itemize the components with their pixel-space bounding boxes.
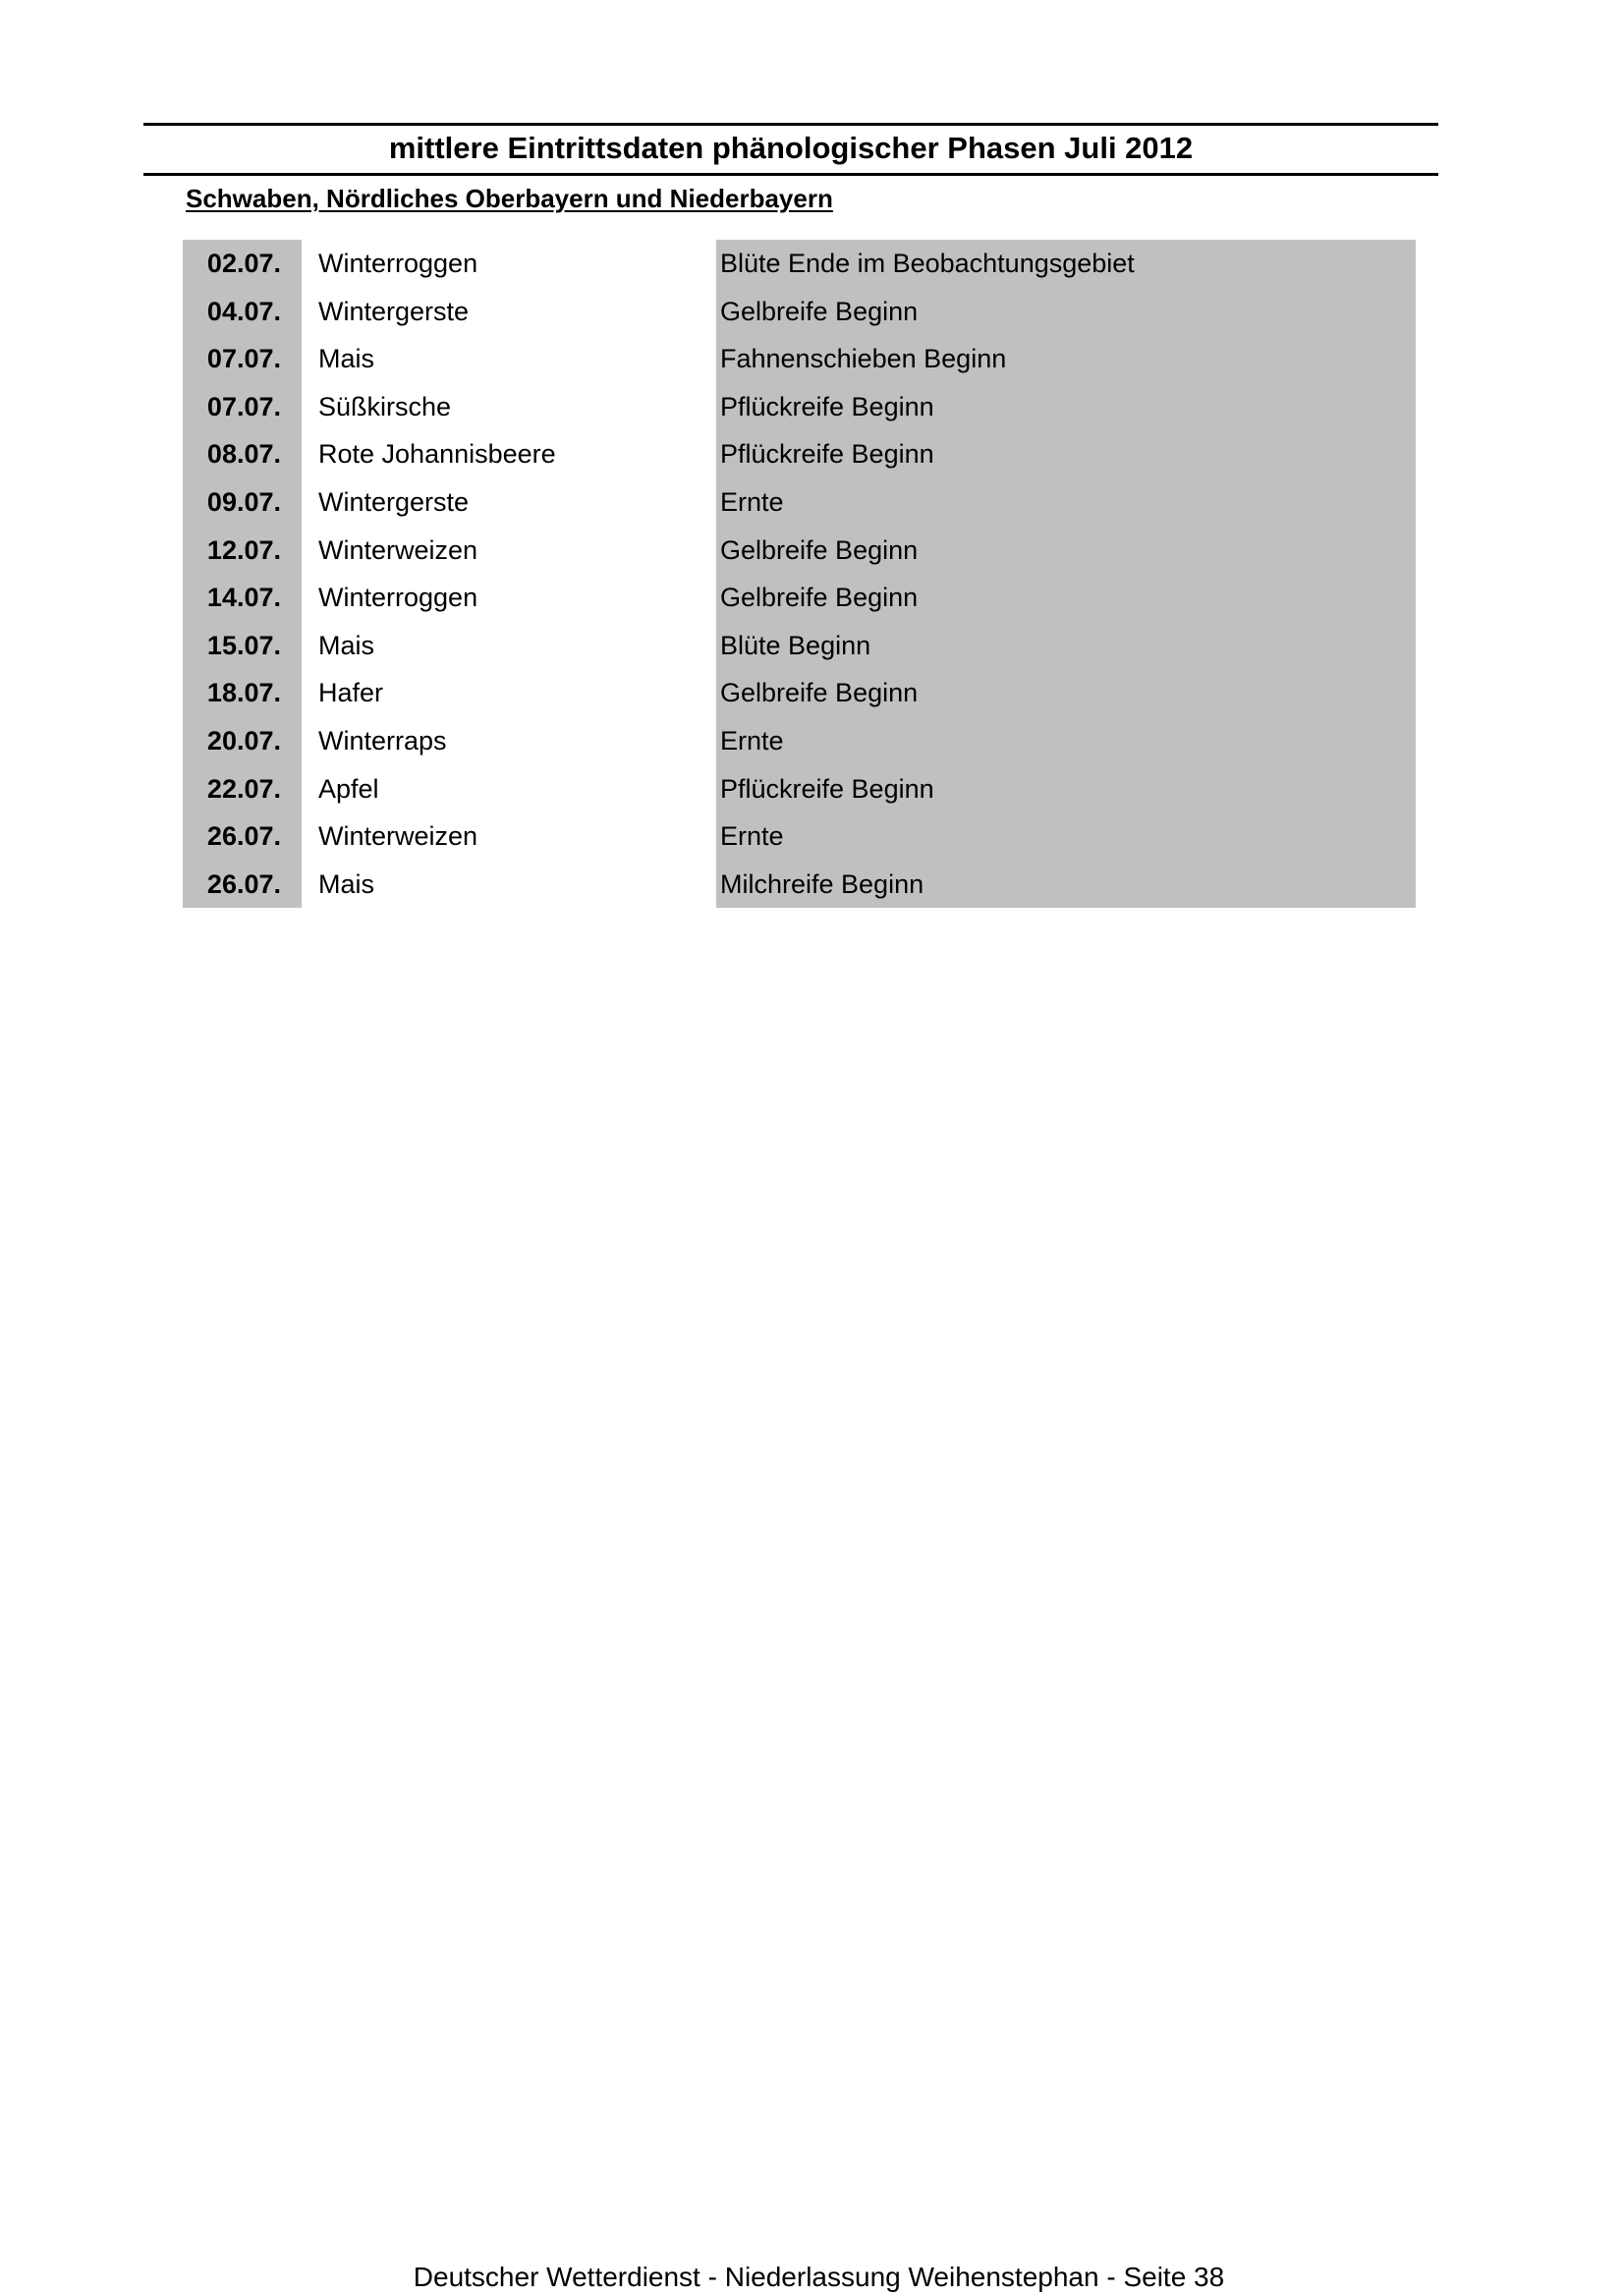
plant-cell: Mais	[318, 630, 375, 660]
date-cell: 18.07.	[183, 669, 302, 717]
phenology-table	[183, 240, 1416, 908]
phase-cell: Gelbreife Beginn	[716, 669, 1416, 717]
phase-cell: Ernte	[716, 478, 1416, 527]
table-row	[183, 430, 1416, 478]
plant-cell: Wintergerste	[318, 486, 470, 517]
plant-cell: Mais	[318, 868, 375, 899]
plant-cell: Winterraps	[318, 725, 447, 756]
phase-cell: Fahnenschieben Beginn	[716, 335, 1416, 383]
phase-cell: Ernte	[716, 812, 1416, 861]
table-row	[183, 669, 1416, 717]
region-subtitle: Schwaben, Nördliches Oberbayern und Niederbayern	[186, 184, 833, 213]
plant-cell: Winterroggen	[318, 249, 478, 278]
date-cell: 07.07.	[183, 383, 302, 431]
phase-cell: Gelbreife Beginn	[716, 527, 1416, 575]
phase-cell: Pflückreife Beginn	[716, 765, 1416, 813]
plant-cell: Winterweizen	[318, 821, 478, 852]
date-cell: 26.07.	[183, 812, 302, 861]
date-cell: 14.07.	[183, 574, 302, 622]
plant-cell: Wintergerste	[318, 296, 470, 326]
date-cell: 09.07.	[183, 478, 302, 527]
date-cell: 07.07.	[183, 335, 302, 383]
phase-cell: Gelbreife Beginn	[716, 574, 1416, 622]
date-cell: 20.07.	[183, 717, 302, 765]
table-row	[183, 335, 1416, 383]
plant-cell: Winterroggen	[318, 583, 478, 613]
page-footer: Deutscher Wetterdienst - Niederlassung Weihenstephan - Seite 38	[413, 2262, 1225, 2292]
plant-cell: Winterweizen	[318, 534, 478, 565]
phase-cell: Blüte Ende im Beobachtungsgebiet	[716, 240, 1416, 288]
phase-cell: Pflückreife Beginn	[716, 383, 1416, 431]
table-row	[183, 527, 1416, 575]
date-cell: 22.07.	[183, 765, 302, 813]
date-cell: 26.07.	[183, 861, 302, 909]
date-cell: 08.07.	[183, 430, 302, 478]
table-row	[183, 861, 1416, 909]
table-row	[183, 717, 1416, 765]
phase-cell: Blüte Beginn	[716, 622, 1416, 670]
page-title: mittlere Eintrittsdaten phänologischer Phasen Juli 2012	[388, 131, 1194, 165]
date-cell: 04.07.	[183, 288, 302, 336]
phase-cell: Gelbreife Beginn	[716, 288, 1416, 336]
table-row	[183, 288, 1416, 336]
date-cell: 02.07.	[183, 240, 302, 288]
phase-cell: Pflückreife Beginn	[716, 430, 1416, 478]
table-row	[183, 383, 1416, 431]
table-row	[183, 478, 1416, 527]
plant-cell: Mais	[318, 344, 375, 374]
date-cell: 15.07.	[183, 622, 302, 670]
table-row	[183, 765, 1416, 813]
plant-cell: Rote Johannisbeere	[318, 439, 556, 470]
plant-cell: Hafer	[318, 678, 384, 708]
phase-cell: Ernte	[716, 717, 1416, 765]
plant-cell: Apfel	[318, 773, 379, 804]
phase-cell: Milchreife Beginn	[716, 861, 1416, 909]
title-block	[143, 123, 1438, 176]
table-row	[183, 240, 1416, 288]
table-row	[183, 622, 1416, 670]
plant-cell: Süßkirsche	[318, 391, 452, 421]
date-cell: 12.07.	[183, 527, 302, 575]
table-row	[183, 812, 1416, 861]
table-row	[183, 574, 1416, 622]
